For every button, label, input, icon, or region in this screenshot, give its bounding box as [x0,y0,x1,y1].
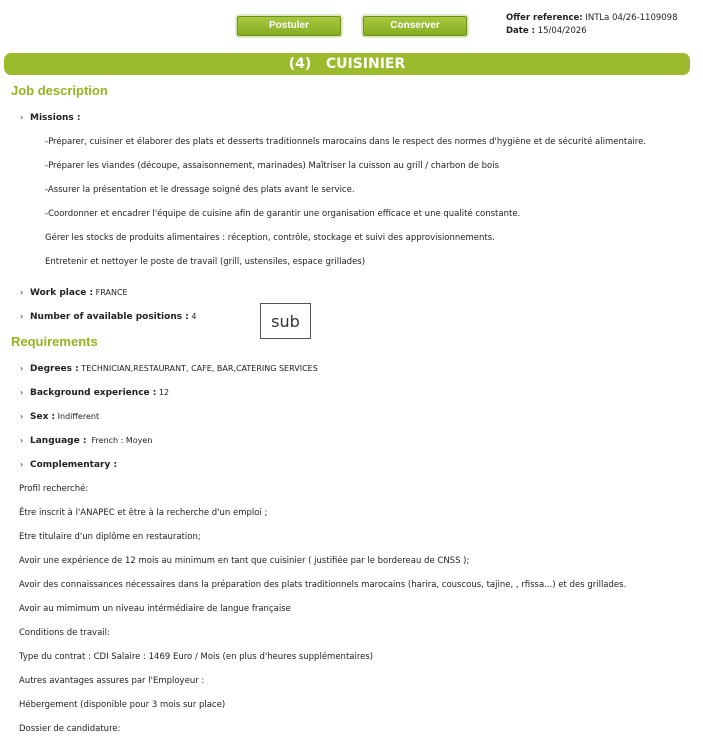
language-item [20,435,152,447]
positions-label: Number of available positions : [30,312,189,322]
job-title: (4) CUISINIER [288,56,406,72]
experience-label: Background experience : [30,388,157,398]
chevron-right-icon: › [20,113,24,122]
degrees-label: Degrees : [30,364,79,374]
complementary-item [20,459,117,471]
complementary-label: Complementary : [30,460,118,470]
mission-line: Gérer les stocks de produits alimentaires : réception, contrôle, stockage et suivi des approvisionnements. [45,233,495,243]
apply-button[interactable]: Postuler [237,16,341,36]
offer-reference [506,12,678,25]
job-description-heading: Job description [11,83,108,98]
sub-box[interactable]: sub [260,303,311,339]
positions-value: 4 [188,312,197,321]
mission-line: -Coordonner et encadrer l'équipe de cuisine afin de garantir une organisation efficace et une qualité constante. [45,209,521,219]
complementary-line: Dossier de candidature: [19,724,121,734]
complementary-line: Avoir des connaissances nécessaires dans la préparation des plats traditionnels marocains (harira, couscous, tajine, , rfissa...) et des grillades. [19,580,627,590]
chevron-right-icon: › [20,436,24,445]
complementary-line: Profil recherché: [19,484,89,494]
mission-line: -Assurer la présentation et le dressage soigné des plats avant le service. [45,185,355,195]
requirements-heading: Requirements [11,334,98,349]
complementary-line: Etre titulaire d'un diplôme en restauration; [19,532,201,542]
missions-label: Missions : [30,113,81,123]
offer-date [506,25,587,38]
sex-item [20,411,99,423]
workplace-value: FRANCE [93,288,128,297]
chevron-right-icon: › [20,412,24,421]
complementary-line: Avoir une expérience de 12 mois au minimum en tant que cuisinier ( justifiée par le bordereau de CNSS ); [19,556,470,566]
positions-item [20,311,196,323]
degrees-item [20,363,318,375]
mission-line: -Préparer, cuisiner et élaborer des plats et desserts traditionnels marocains dans le respect des normes d'hygiène et de sécurité alimentaire. [45,137,646,147]
save-button[interactable]: Conserver [363,16,467,36]
complementary-line: Autres avantages assures par l'Employeur : [19,676,205,686]
sex-label: Sex : [30,412,56,422]
mission-line: Entretenir et nettoyer le poste de travail (grill, ustensiles, espace grillades) [45,257,366,267]
chevron-right-icon: › [20,364,24,373]
complementary-line: Être inscrit à l'ANAPEC et être à la recherche d'un emploi ; [19,508,268,518]
chevron-right-icon: › [20,312,24,321]
degrees-value: TECHNICIAN,RESTAURANT, CAFE, BAR,CATERING SERVICES [78,364,318,373]
complementary-line: Type du contrat : CDI Salaire : 1469 Euro / Mois (en plus d'heures supplémentaires) [19,652,374,662]
chevron-right-icon: › [20,288,24,297]
missions-item [20,112,81,124]
chevron-right-icon: › [20,388,24,397]
complementary-line: Conditions de travail: [19,628,110,638]
experience-value: 12 [156,388,170,397]
chevron-right-icon: › [20,460,24,469]
experience-item [20,387,169,399]
sex-value: Indifferent [55,412,100,421]
workplace-label: Work place : [30,288,94,298]
offer-date-value: 15/04/2026 [534,26,587,36]
mission-line: -Préparer les viandes (découpe, assaisonnement, marinades) Maîtriser la cuisson au grill / charbon de bois [45,161,500,171]
job-title-bar [4,53,690,75]
language-label: Language : [30,436,87,446]
complementary-line: Hébergement (disponible pour 3 mois sur place) [19,700,226,710]
offer-date-label: Date : [506,26,535,36]
offer-reference-value: INTLa 04/26-1109098 [582,13,678,23]
language-value: French : Moyen [86,436,153,445]
offer-reference-label: Offer reference: [506,13,583,23]
complementary-line: Avoir au mimimum un niveau intérmédiaire de langue française [19,604,291,614]
workplace-item [20,287,128,299]
